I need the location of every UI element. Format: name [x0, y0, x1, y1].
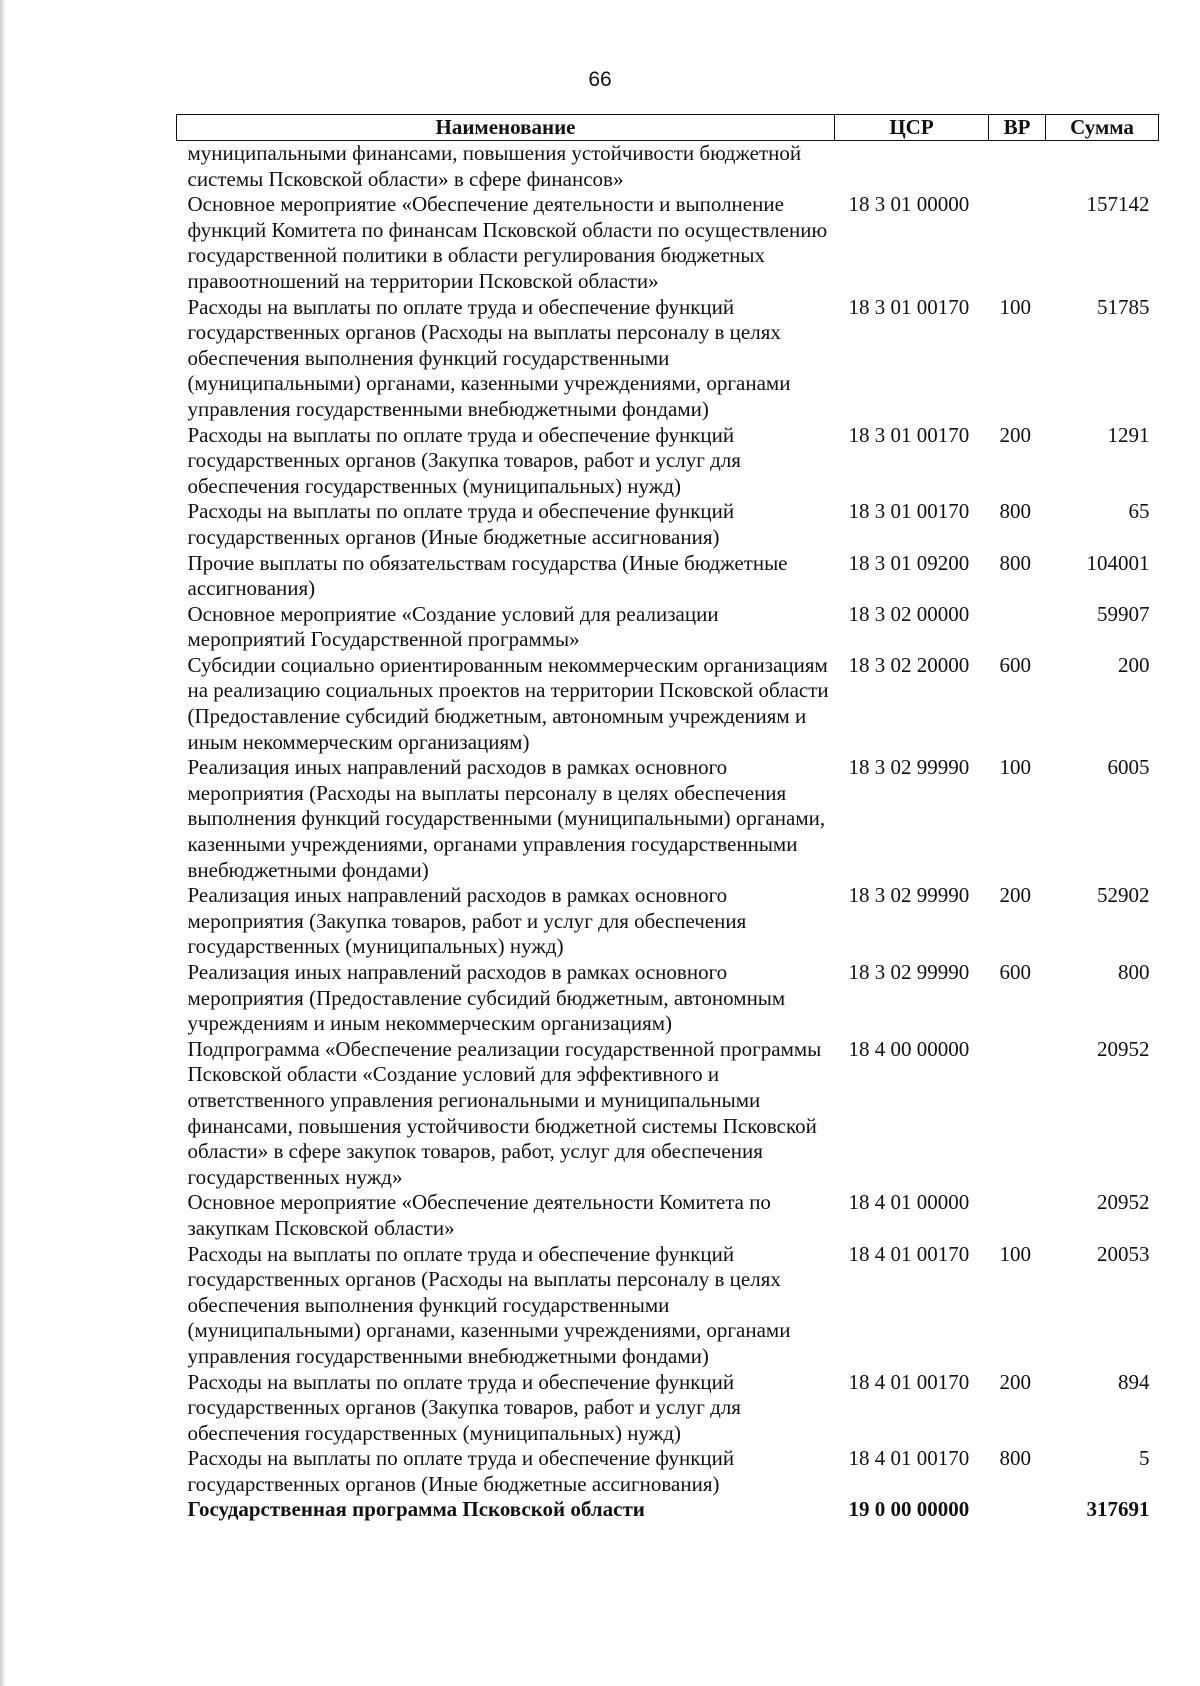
row-vr — [989, 192, 1046, 294]
header-name: Наименование — [177, 115, 835, 141]
row-csr: 18 4 01 00170 — [848, 1369, 970, 1394]
table-row — [177, 1037, 1159, 1191]
row-vr: 800 — [999, 499, 1031, 524]
row-name: Реализация иных направлений расходов в рамках основного мероприятия (Расходы на выплаты персоналу в целях обеспечения выполнения функций государственными (муниципальными) органами, казенными учреждениями, органами управления государственными внебюджетными фондами) — [187, 755, 826, 882]
row-vr: 600 — [999, 652, 1031, 677]
row-sum: 104001 — [1086, 550, 1150, 575]
row-name: Основное мероприятие «Обеспечение деятельности Комитета по закупкам Псковской области» — [187, 1190, 771, 1240]
budget-table — [176, 114, 1159, 1523]
row-vr: 100 — [999, 755, 1031, 780]
row-csr: 18 4 01 00170 — [848, 1241, 970, 1266]
row-name: Расходы на выплаты по оплате труда и обеспечение функций государственных органов (Закупка товаров, работ и услуг для обеспечения государственных (муниципальных) нужд) — [187, 422, 741, 498]
row-vr: 200 — [999, 1369, 1031, 1394]
row-sum: 317691 — [1086, 1497, 1150, 1522]
row-sum — [1046, 141, 1159, 193]
table-header-row — [177, 115, 1159, 141]
row-name: Расходы на выплаты по оплате труда и обеспечение функций государственных органов (Расходы на выплаты персоналу в целях обеспечения выполнения функций государственными (муниципальными) органами, казенными учреждениями, органами управления государственными внебюджетными фондами) — [187, 294, 791, 421]
row-name: Основное мероприятие «Обеспечение деятельности и выполнение функций Комитета по финансам Псковской области по осуществлению государственной политики в области регулирования бюджетных правоотношений на территории Псковской области» — [187, 192, 828, 293]
table-row — [177, 755, 1159, 883]
row-name: муниципальными финансами, повышения устойчивости бюджетной системы Псковской области» в сфере финансов» — [187, 141, 802, 191]
row-sum: 1291 — [1107, 422, 1150, 447]
row-csr: 18 4 00 00000 — [848, 1036, 970, 1061]
row-csr: 18 3 01 00000 — [848, 192, 970, 217]
row-csr: 18 3 02 99990 — [848, 755, 970, 780]
row-name: Расходы на выплаты по оплате труда и обеспечение функций государственных органов (Иные бюджетные ассигнования) — [187, 499, 735, 549]
row-vr: 200 — [999, 422, 1031, 447]
row-name: Прочие выплаты по обязательствам государства (Иные бюджетные ассигнования) — [187, 550, 788, 601]
row-sum: 5 — [1139, 1446, 1150, 1471]
row-sum: 800 — [1118, 960, 1150, 984]
row-name: Подпрограмма «Обеспечение реализации государственной программы Псковской области «Создание условий для эффективного и ответственного управления региональными и муниципальными финансами, повышения устойчивости бюджетной системы Псковской области» в сфере закупок товаров, работ, услуг для обеспечения государственных нужд» — [187, 1036, 822, 1189]
table-row — [177, 551, 1159, 602]
row-name: Государственная программа Псковской области — [187, 1497, 645, 1522]
table-row — [177, 1446, 1159, 1497]
table-row — [177, 960, 1159, 1037]
row-csr: 18 3 02 20000 — [848, 652, 970, 677]
header-csr: ЦСР — [835, 115, 989, 141]
row-vr — [989, 1190, 1046, 1241]
table-row — [177, 423, 1159, 500]
row-csr: 18 3 02 00000 — [848, 601, 970, 626]
row-vr: 800 — [999, 1446, 1031, 1471]
row-vr — [989, 1497, 1046, 1523]
row-csr: 18 3 01 00170 — [848, 422, 970, 447]
table-row — [177, 653, 1159, 755]
row-vr: 200 — [999, 883, 1031, 908]
row-csr: 19 0 00 00000 — [848, 1497, 970, 1522]
table-row — [177, 1370, 1159, 1447]
row-vr — [989, 602, 1046, 653]
row-sum: 59907 — [1097, 601, 1150, 626]
row-sum: 51785 — [1097, 294, 1150, 319]
row-vr: 100 — [999, 294, 1031, 319]
row-vr: 100 — [999, 1241, 1031, 1266]
row-sum: 200 — [1118, 652, 1150, 677]
header-sum: Сумма — [1046, 115, 1159, 141]
row-sum: 20952 — [1097, 1036, 1150, 1061]
table-row — [177, 192, 1159, 294]
row-vr: 600 — [999, 960, 1031, 984]
row-sum: 6005 — [1107, 755, 1150, 780]
table-row — [177, 1242, 1159, 1370]
row-csr: 18 3 01 09200 — [848, 550, 970, 575]
row-name: Расходы на выплаты по оплате труда и обеспечение функций государственных органов (Закупка товаров, работ и услуг для обеспечения государственных (муниципальных) нужд) — [187, 1369, 741, 1445]
table-row — [177, 883, 1159, 960]
row-name: Основное мероприятие «Создание условий для реализации мероприятий Государственной программы» — [187, 601, 719, 652]
row-sum: 52902 — [1097, 883, 1150, 908]
row-csr: 18 3 02 99990 — [848, 960, 970, 984]
page-number: 66 — [588, 68, 612, 91]
row-sum: 20952 — [1097, 1190, 1150, 1215]
row-sum: 65 — [1128, 499, 1150, 524]
row-csr: 18 3 01 00170 — [848, 499, 970, 524]
table-row — [177, 141, 1159, 193]
row-vr: 800 — [999, 550, 1031, 575]
header-vr: ВР — [989, 115, 1046, 141]
table-row — [177, 602, 1159, 653]
row-name: Субсидии социально ориентированным некоммерческим организациям на реализацию социальных проектов на территории Псковской области (Предоставление субсидий бюджетным, автономным учреждениям и иным некоммерческим организациям) — [187, 652, 829, 754]
row-name: Реализация иных направлений расходов в рамках основного мероприятия (Закупка товаров, работ и услуг для обеспечения государственных (муниципальных) нужд) — [187, 883, 747, 959]
row-csr: 18 4 01 00170 — [848, 1446, 970, 1471]
row-sum: 20053 — [1097, 1241, 1150, 1266]
row-name: Расходы на выплаты по оплате труда и обеспечение функций государственных органов (Расходы на выплаты персоналу в целях обеспечения выполнения функций государственными (муниципальными) органами, казенными учреждениями, органами управления государственными внебюджетными фондами) — [187, 1241, 791, 1368]
table-row — [177, 1190, 1159, 1241]
table-row — [177, 295, 1159, 423]
scan-edge — [0, 0, 6, 1686]
row-name: Расходы на выплаты по оплате труда и обеспечение функций государственных органов (Иные бюджетные ассигнования) — [187, 1446, 735, 1496]
row-sum: 157142 — [1086, 192, 1150, 217]
row-csr: 18 4 01 00000 — [848, 1190, 970, 1215]
row-csr — [835, 141, 989, 193]
table-row — [177, 499, 1159, 550]
row-sum: 894 — [1118, 1369, 1150, 1394]
row-vr — [989, 141, 1046, 193]
row-csr: 18 3 01 00170 — [848, 294, 970, 319]
row-csr: 18 3 02 99990 — [848, 883, 970, 908]
row-name: Реализация иных направлений расходов в рамках основного мероприятия (Предоставление субсидий бюджетным, автономным учреждениям и иным некоммерческим организациям) — [187, 960, 786, 1036]
table-row-total — [177, 1497, 1159, 1523]
row-vr — [989, 1037, 1046, 1191]
